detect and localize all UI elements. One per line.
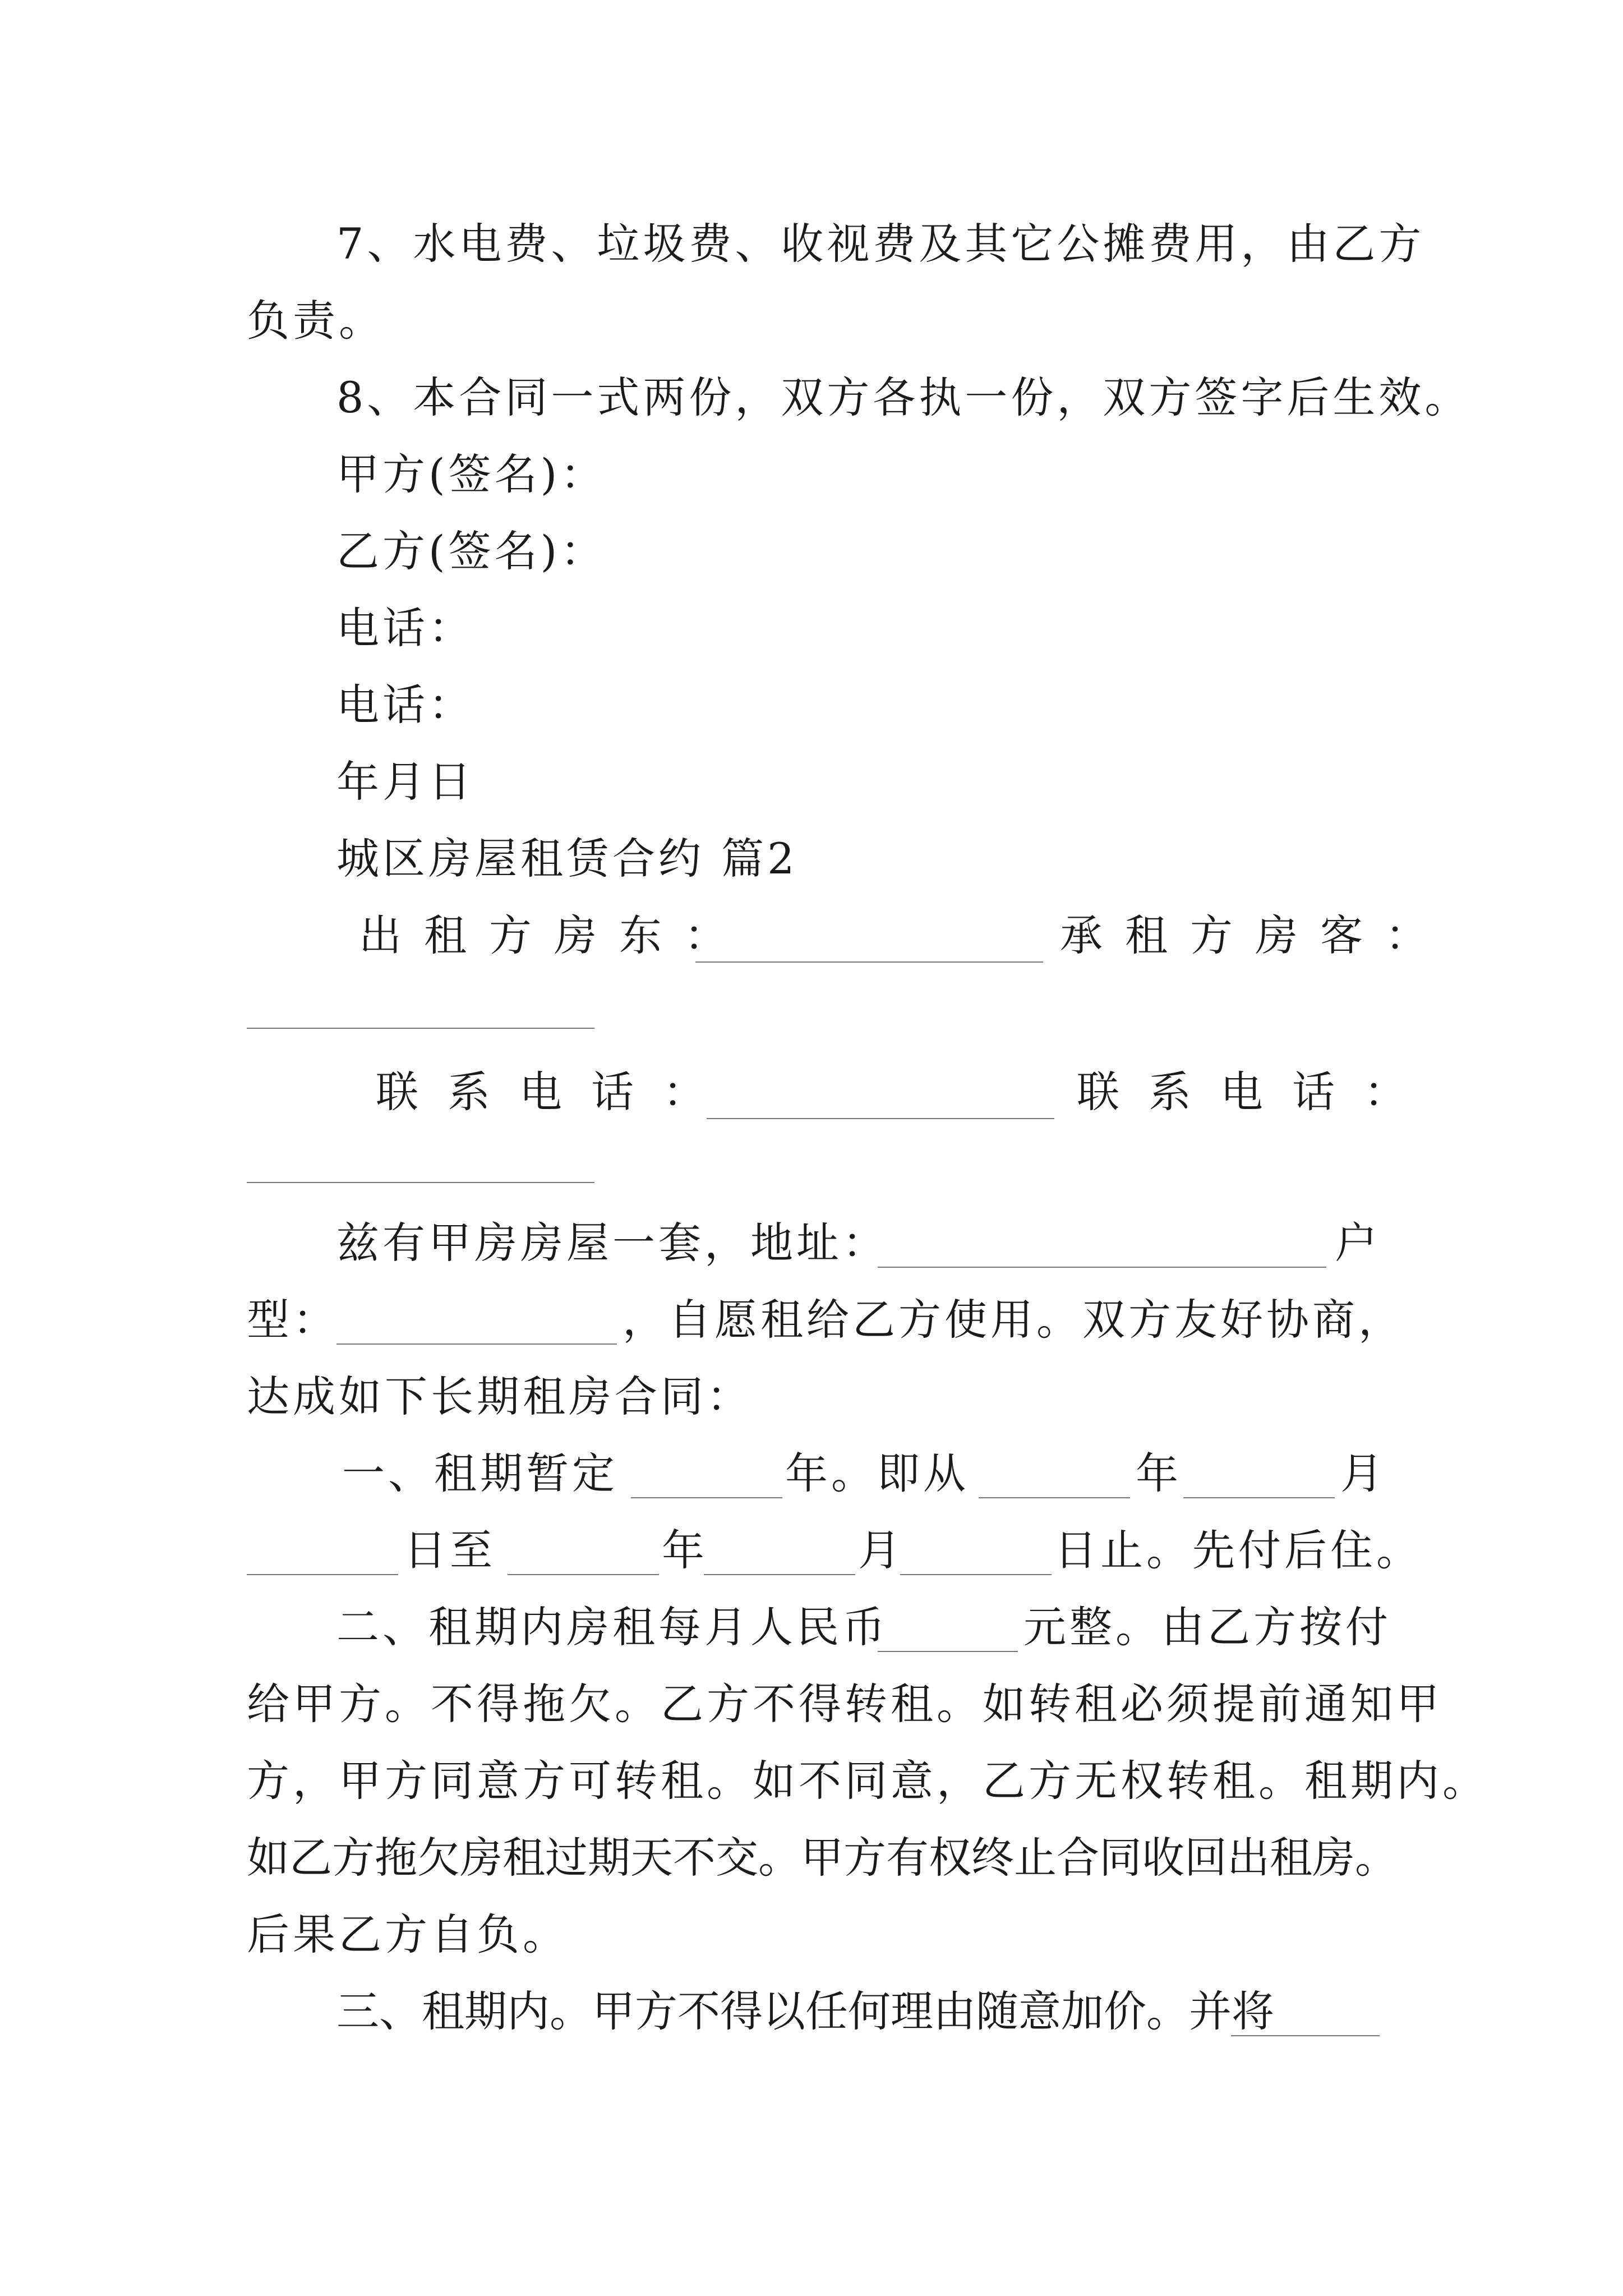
rent-line-4: 如乙方拖欠房租过期天不交。甲方有权终止合同收回出租房。: [247, 1833, 1398, 1883]
clause-7-line-2: 负责。: [247, 296, 385, 346]
term-part-3: 年: [1136, 1448, 1182, 1498]
term-part-1: 一、租期暂定: [342, 1448, 618, 1498]
term-part-6: 年: [662, 1525, 708, 1575]
term-blank-4: [247, 1573, 398, 1575]
type-suffix: ，自愿租给乙方使用。双方友好协商，: [623, 1295, 1404, 1345]
clause-3: 三、租期内。甲方不得以任何理由随意加价。并将: [336, 1986, 1274, 2036]
party-a-signature: 甲方(签名)：: [336, 449, 607, 499]
phone-blank-1: [707, 1117, 1054, 1119]
rent-line-2: 给甲方。不得拖欠。乙方不得转租。如转租必须提前通知甲: [247, 1679, 1442, 1729]
clause-7-line-1: 7、水电费、垃圾费、收视费及其它公摊费用，由乙方: [336, 219, 1425, 269]
term-part-8: 日止。先付后住。: [1054, 1525, 1422, 1575]
term-blank-2: [979, 1496, 1130, 1498]
term-part-7: 月: [858, 1525, 904, 1575]
address-label: 兹有甲房房屋一套，地址：: [336, 1218, 888, 1268]
section-title: 城区房屋租赁合约 篇2: [336, 834, 798, 884]
phone-line-1: 电话：: [336, 603, 474, 653]
term-blank-7: [900, 1573, 1052, 1575]
tenant-blank: [247, 1027, 594, 1029]
clause-3-blank: [1231, 2034, 1380, 2036]
term-part-2: 年。即从: [785, 1448, 969, 1498]
rent-blank: [878, 1650, 1018, 1652]
phone-label-2: 联系电话：: [1077, 1067, 1436, 1117]
rent-part-1: 二、租期内房租每月人民币: [336, 1602, 888, 1652]
address-suffix: 户: [1335, 1218, 1381, 1268]
term-blank-6: [704, 1573, 855, 1575]
term-blank-3: [1183, 1496, 1335, 1498]
rent-line-3: 方，甲方同意方可转租。如不同意，乙方无权转租。租期内。: [247, 1756, 1488, 1806]
party-b-signature: 乙方(签名)：: [336, 526, 607, 576]
address-line: [336, 1215, 1380, 1271]
term-blank-5: [508, 1573, 659, 1575]
date-line: 年月日: [336, 757, 474, 807]
clause-8: 8、本合同一式两份，双方各执一份，双方签字后生效。: [336, 372, 1471, 422]
phone-blank-2: [247, 1181, 594, 1183]
rent-line-5: 后果乙方自负。: [247, 1910, 569, 1959]
term-part-4: 月: [1340, 1448, 1386, 1498]
rent-part-2: 元整。由乙方按付: [1023, 1602, 1391, 1652]
term-part-5: 日至: [404, 1525, 496, 1575]
type-label: 型：: [247, 1295, 339, 1345]
landlord-label: 出租方房东：: [359, 910, 749, 960]
phone-line-2: 电话：: [336, 680, 474, 730]
address-blank: [878, 1266, 1326, 1268]
term-blank-1: [631, 1496, 782, 1498]
type-blank: [336, 1342, 617, 1345]
tenant-label: 承租方房客：: [1060, 910, 1450, 960]
landlord-blank: [695, 960, 1043, 963]
agreement-line: 达成如下长期租房合同：: [247, 1372, 753, 1421]
phone-label-1: 联系电话：: [376, 1067, 735, 1117]
